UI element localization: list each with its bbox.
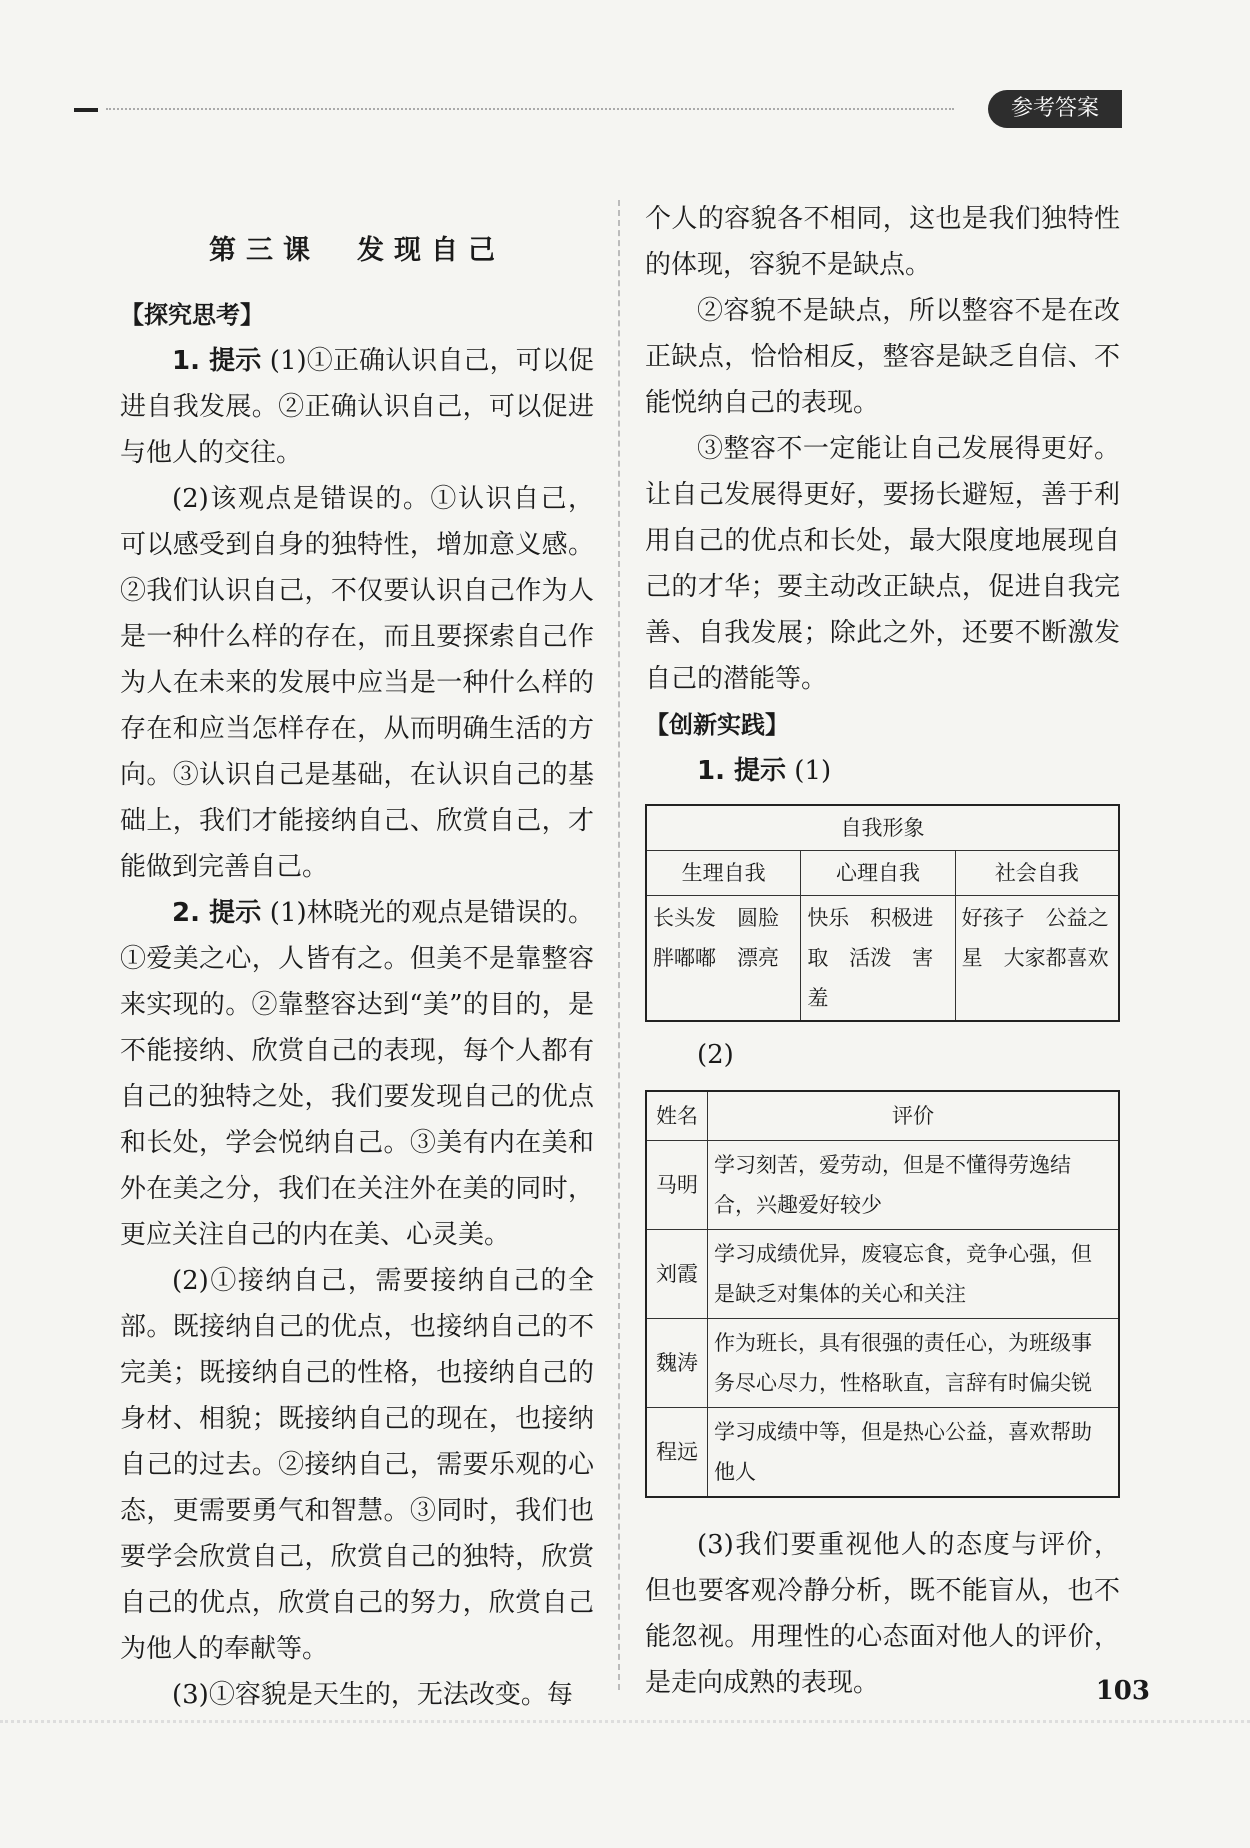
lesson-title: 第三课 发现自己 — [209, 235, 505, 266]
header-physical-self: 生理自我 — [646, 851, 801, 896]
table-row — [646, 1408, 1119, 1498]
self-image-header-row — [646, 851, 1119, 896]
psychological-traits: 快乐 积极进取 活泼 害羞 — [801, 896, 955, 1022]
page-number: 103 — [1095, 1676, 1150, 1706]
right-paragraph-1: 个人的容貌各不相同，这也是我们独特性的体现，容貌不是缺点。 — [645, 204, 1120, 280]
table-row — [646, 1319, 1119, 1408]
header-tab: 参考答案 — [988, 90, 1122, 128]
section-heading-explore: 【探究思考】 — [120, 301, 264, 329]
self-image-title-row — [646, 805, 1119, 851]
evaluation-header-row — [646, 1091, 1119, 1141]
practice-sub-1: (1) — [794, 756, 832, 786]
physical-traits: 长头发 圆脸 胖嘟嘟 漂亮 — [646, 896, 801, 1022]
header-dotted-rule — [106, 108, 954, 110]
table-row — [646, 1230, 1119, 1319]
section-heading-practice: 【创新实践】 — [645, 711, 789, 739]
practice-sub-2: (2) — [697, 1040, 734, 1070]
practice-label: 1. 提示 — [697, 756, 787, 786]
q2-paragraph-2: (2)①接纳自己，需要接纳自己的全部。既接纳自己的优点，也接纳自己的不完美；既接纳自己的性格，也接纳自己的身材、相貌；既接纳自己的现在，也接纳自己的过去。②接纳自己，需要乐观的心态，更需要勇气和智慧。③同时，我们也要学会欣赏自己，欣赏自己的独特，欣赏自己的优点，欣赏自己的努力，欣赏自己为他人的奉献等。 — [120, 1266, 594, 1664]
student-evaluation: 学习成绩优异，废寝忘食，竞争心强，但是缺乏对集体的关心和关注 — [708, 1230, 1120, 1319]
self-image-table — [645, 804, 1120, 1022]
student-name: 魏涛 — [646, 1319, 708, 1408]
q2-label: 2. 提示 — [172, 898, 262, 928]
student-evaluation: 学习成绩中等，但是热心公益，喜欢帮助他人 — [708, 1408, 1120, 1498]
social-traits: 好孩子 公益之星 大家都喜欢 — [955, 896, 1119, 1022]
column-divider — [618, 200, 620, 1690]
footer-dotted-rule — [0, 1720, 1250, 1723]
q1-label: 1. 提示 — [172, 346, 262, 376]
self-image-title: 自我形象 — [646, 805, 1119, 851]
header-name: 姓名 — [646, 1091, 708, 1141]
self-image-traits-row — [646, 896, 1119, 1022]
left-column — [120, 212, 594, 1718]
q2-paragraph-3: (3)①容貌是天生的，无法改变。每 — [172, 1680, 573, 1710]
right-paragraph-4: (3)我们要重视他人的态度与评价，但也要客观冷静分析，既不能盲从，也不能忽视。用理性的心态面对他人的评价，是走向成熟的表现。 — [645, 1530, 1120, 1698]
right-paragraph-2: ②容貌不是缺点，所以整容不是在改正缺点，恰恰相反，整容是缺乏自信、不能悦纳自己的表现。 — [645, 296, 1120, 418]
student-name: 程远 — [646, 1408, 708, 1498]
header-social-self: 社会自我 — [955, 851, 1119, 896]
student-evaluation: 学习刻苦，爱劳动，但是不懂得劳逸结合，兴趣爱好较少 — [708, 1141, 1120, 1230]
q2-text-1: (1)林晓光的观点是错误的。①爱美之心，人皆有之。但美不是靠整容来实现的。②靠整容达到“美”的目的，是不能接纳、欣赏自己的表现，每个人都有自己的独特之处，我们要发现自己的优点和长处，学会悦纳自己。③美有内在美和外在美之分，我们在关注外在美的同时，更应关注自己的内在美、心灵美。 — [120, 898, 594, 1250]
student-name: 刘霞 — [646, 1230, 708, 1319]
student-evaluation: 作为班长，具有很强的责任心，为班级事务尽心尽力，性格耿直，言辞有时偏尖锐 — [708, 1319, 1120, 1408]
student-name: 马明 — [646, 1141, 708, 1230]
q1-paragraph-2: (2)该观点是错误的。①认识自己，可以感受到自身的独特性，增加意义感。②我们认识自己，不仅要认识自己作为人是一种什么样的存在，而且要探索自己作为人在未来的发展中应当是一种什么样的存在和应当怎样存在，从而明确生活的方向。③认识自己是基础，在认识自己的基础上，我们才能接纳自己、欣赏自己，才能做到完善自己。 — [120, 484, 594, 882]
header-evaluation: 评价 — [708, 1091, 1120, 1141]
q1-text-1: (1)①正确认识自己，可以促进自我发展。②正确认识自己，可以促进与他人的交往。 — [120, 346, 594, 468]
q1-paragraph-1 — [120, 338, 594, 476]
header-dash — [74, 108, 98, 112]
header-psychological-self: 心理自我 — [801, 851, 955, 896]
practice-intro — [645, 748, 1120, 794]
right-paragraph-3: ③整容不一定能让自己发展得更好。让自己发展得更好，要扬长避短，善于利用自己的优点和长处，最大限度地展现自己的才华；要主动改正缺点，促进自我完善、自我发展；除此之外，还要不断激发自己的潜能等。 — [645, 434, 1120, 694]
table-row — [646, 1141, 1119, 1230]
right-column — [645, 196, 1120, 1706]
q2-paragraph-1 — [120, 890, 594, 1258]
evaluation-table — [645, 1090, 1120, 1498]
